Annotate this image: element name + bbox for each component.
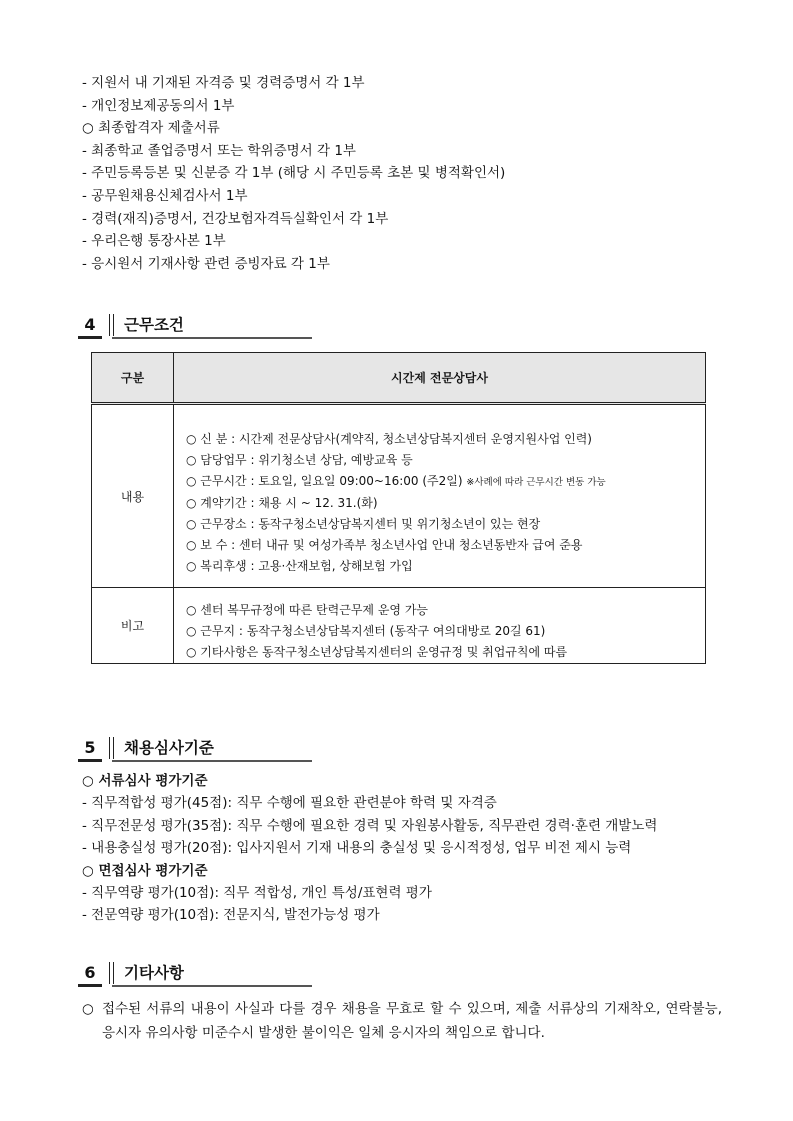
section-underline <box>112 760 312 762</box>
content-line: ○ 신 분 : 시간제 전문상담사(계약직, 청소년상담복지센터 운영지원사업 인력) <box>186 432 592 446</box>
screening-criteria-list <box>82 770 657 927</box>
section-number: 4 <box>78 314 102 339</box>
content-line: ○ 센터 복무규정에 따른 탄력근무제 운영 가능 <box>186 603 429 617</box>
table-row <box>92 588 706 664</box>
table-row <box>92 404 706 588</box>
list-item: - 내용충실성 평가(20점): 입사지원서 기재 내용의 충실성 및 응시적정성, 업무 비전 제시 능력 <box>82 840 632 857</box>
criteria-heading: ○ 면접심사 평가기준 <box>82 862 208 879</box>
list-item: - 응시원서 기재사항 관련 증빙자료 각 1부 <box>82 255 330 272</box>
row-label: 비고 <box>92 588 174 664</box>
submission-documents-list <box>82 72 505 275</box>
list-item: - 경력(재직)증명서, 건강보험자격득실확인서 각 1부 <box>82 210 389 227</box>
table-header-category: 구분 <box>92 353 174 404</box>
content-line: ○ 담당업무 : 위기청소년 상담, 예방교육 등 <box>186 453 413 467</box>
section-number: 6 <box>78 962 102 987</box>
section-divider <box>109 314 114 336</box>
list-item: - 직무적합성 평가(45점): 직무 수행에 필요한 관련분야 학력 및 자격증 <box>82 795 497 812</box>
list-item: - 공무원채용신체검사서 1부 <box>82 187 248 204</box>
row-content <box>174 404 706 588</box>
list-item: - 지원서 내 기재된 자격증 및 경력증명서 각 1부 <box>82 75 365 91</box>
table-header-position: 시간제 전문상담사 <box>174 353 706 404</box>
content-line: ○ 기타사항은 동작구청소년상담복지센터의 운영규정 및 취업규칙에 따름 <box>186 645 568 659</box>
list-item: ○ 최종합격자 제출서류 <box>82 120 220 137</box>
section-underline <box>112 337 312 339</box>
other-notes <box>82 997 722 1045</box>
other-notes-text: 접수된 서류의 내용이 사실과 다를 경우 채용을 무효로 할 수 있으며, 제출 서류상의 기재착오, 연락불능, 응시자 유의사항 미준수시 발생한 불이익은 일체 응시자의 책임으로 합니다. <box>102 1001 722 1041</box>
bullet-circle: ○ <box>82 1001 94 1017</box>
content-line: ○ 근무지 : 동작구청소년상담복지센터 (동작구 여의대방로 20길 61) <box>186 624 546 638</box>
section-title: 근무조건 <box>124 316 184 334</box>
work-hours-note: ※사례에 따라 근무시간 변동 가능 <box>466 477 606 488</box>
list-item: - 전문역량 평가(10점): 전문지식, 발전가능성 평가 <box>82 907 380 924</box>
content-line: ○ 보 수 : 센터 내규 및 여성가족부 청소년사업 안내 청소년동반자 급여 준용 <box>186 538 583 552</box>
work-hours-text: ○ 근무시간 : 토요일, 일요일 09:00~16:00 (주2일) <box>186 474 463 488</box>
section-number: 5 <box>78 737 102 762</box>
section-underline <box>112 985 312 987</box>
list-item: - 최종학교 졸업증명서 또는 학위증명서 각 1부 <box>82 142 356 159</box>
section-title: 기타사항 <box>124 964 184 982</box>
list-item: - 직무역량 평가(10점): 직무 적합성, 개인 특성/표현력 평가 <box>82 885 432 902</box>
list-item: - 개인정보제공동의서 1부 <box>82 97 235 114</box>
section-divider <box>109 737 114 759</box>
list-item: - 주민등록등본 및 신분증 각 1부 (해당 시 주민등록 초본 및 병적확인서) <box>82 165 506 182</box>
content-line: ○ 계약기간 : 채용 시 ~ 12. 31.(화) <box>186 496 378 510</box>
section-title: 채용심사기준 <box>124 739 214 757</box>
table-header-row <box>92 353 706 404</box>
row-content <box>174 588 706 664</box>
section-5-heading <box>78 737 312 761</box>
list-item: - 직무전문성 평가(35점): 직무 수행에 필요한 경력 및 자원봉사활동, 직무관련 경력·훈련 개발노력 <box>82 817 658 834</box>
criteria-heading: ○ 서류심사 평가기준 <box>82 773 208 789</box>
content-line <box>186 471 705 493</box>
content-line: ○ 근무장소 : 동작구청소년상담복지센터 및 위기청소년이 있는 현장 <box>186 517 541 531</box>
row-label: 내용 <box>92 404 174 588</box>
section-divider <box>109 962 114 984</box>
section-6-heading <box>78 962 312 986</box>
section-4-heading <box>78 314 312 338</box>
work-conditions-table <box>91 352 706 664</box>
list-item: - 우리은행 통장사본 1부 <box>82 233 226 250</box>
content-line: ○ 복리후생 : 고용·산재보험, 상해보험 가입 <box>186 559 413 573</box>
